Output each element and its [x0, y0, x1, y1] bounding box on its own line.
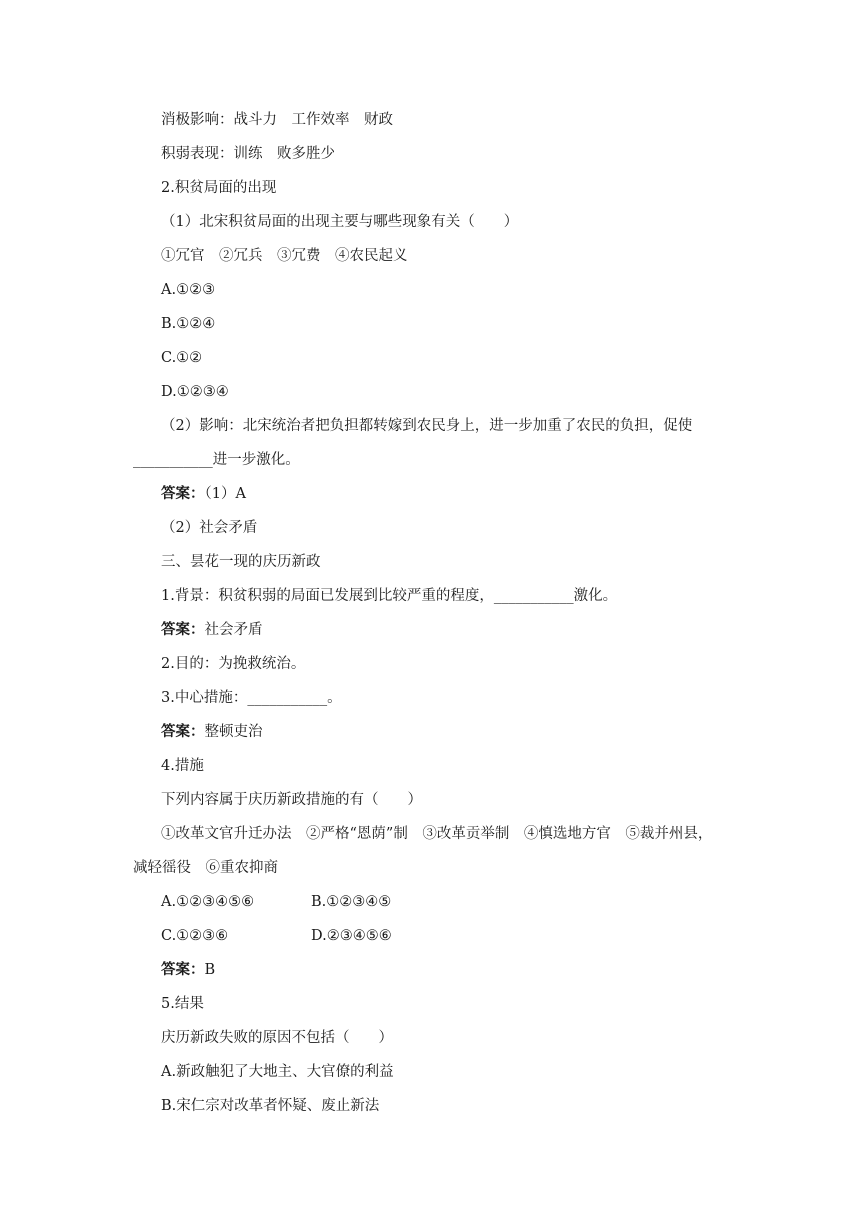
- answer-line-2: （2）社会矛盾: [161, 520, 258, 536]
- question-3: 下列内容属于庆历新政措施的有（ ）: [161, 792, 422, 808]
- choice-c: C.①②: [161, 350, 203, 366]
- answer-text: （1）A: [204, 486, 246, 502]
- choice-c-2: C.①②③⑥: [161, 928, 229, 944]
- result-heading: 5.结果: [161, 996, 204, 1012]
- answer-line-3: [161, 620, 263, 640]
- answer-line-1: [161, 484, 246, 504]
- answer-label: 答案：: [161, 961, 205, 978]
- choice-d: D.①②③④: [161, 384, 229, 400]
- central-measure-line: 3.中心措施：___________。: [161, 690, 342, 706]
- background-line: 1.背景：积贫积弱的局面已发展到比较严重的程度，___________激化。: [161, 588, 618, 604]
- question-1-options: ①冗官 ②冗兵 ③冗费 ④农民起义: [161, 248, 408, 264]
- choice-a-2: A.①②③④⑤⑥: [161, 894, 255, 910]
- choice-a: A.①②③: [161, 282, 216, 298]
- answer-label: 答案：: [161, 723, 205, 740]
- choice-a-3: A.新政触犯了大地主、大官僚的利益: [161, 1064, 394, 1080]
- choice-d-2: D.②③④⑤⑥: [311, 928, 392, 944]
- answer-text: B: [204, 962, 216, 978]
- choice-b: B.①②④: [161, 316, 216, 332]
- purpose-line: 2.目的：为挽救统治。: [161, 656, 306, 672]
- question-1: （1）北宋积贫局面的出现主要与哪些现象有关（ ）: [161, 214, 519, 230]
- question-3-options: ①改革文官升迁办法 ②严格“恩荫”制 ③改革贡举制 ④慎选地方官 ⑤裁并州县，: [161, 826, 713, 842]
- question-3-options-cont: 减轻徭役 ⑥重农抑商: [133, 860, 278, 876]
- answer-label: 答案：: [161, 485, 205, 502]
- weakness-line: 积弱表现：训练 败多胜少: [161, 146, 335, 162]
- answer-label: 答案：: [161, 621, 205, 638]
- answer-text: 整顿吏治: [204, 724, 263, 740]
- question-2: （2）影响：北宋统治者把负担都转嫁到农民身上，进一步加重了农民的负担，促使: [161, 418, 693, 434]
- negative-impact-line: 消极影响：战斗力 工作效率 财政: [161, 112, 393, 128]
- answer-line-4: [161, 722, 263, 742]
- answer-text: 社会矛盾: [204, 622, 263, 638]
- choice-b-3: B.宋仁宗对改革者怀疑、废止新法: [161, 1098, 380, 1114]
- section-heading-qingli: 三、昙花一现的庆历新政: [161, 554, 321, 570]
- choice-b-2: B.①②③④⑤: [311, 894, 392, 910]
- question-4: 庆历新政失败的原因不包括（ ）: [161, 1030, 393, 1046]
- answer-line-5: [161, 960, 215, 980]
- measures-heading: 4.措施: [161, 758, 204, 774]
- section-heading-poverty: 2.积贫局面的出现: [161, 180, 277, 196]
- question-2-cont: ___________进一步激化。: [133, 452, 300, 468]
